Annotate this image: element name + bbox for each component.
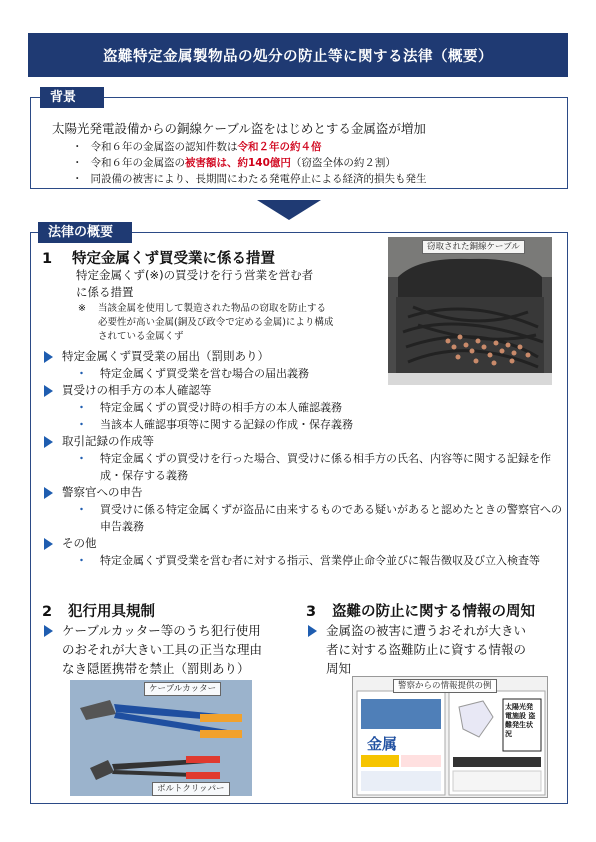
- highlight-text: 被害額は、約140億円: [185, 157, 291, 169]
- bullet-dot: ・: [76, 554, 87, 567]
- bullet-dot: ・: [72, 157, 83, 169]
- sub-item: ・ 当該本人確認事項等に関する記録の作成・保存義務: [76, 418, 353, 431]
- triangle-bullet-icon: [44, 385, 53, 397]
- triangle-bullet-icon: [44, 487, 53, 499]
- bullet-dot: ・: [72, 141, 83, 153]
- police-flyer-image: [352, 676, 548, 798]
- flyer-caption: 警察からの情報提供の例: [393, 679, 497, 693]
- bullet-dot: ・: [76, 401, 87, 414]
- highlight-text: 令和２年の約４倍: [237, 141, 322, 153]
- triangle-bullet-icon: [44, 625, 53, 637]
- list-item: その他: [44, 535, 564, 552]
- tools-illustration: [70, 680, 252, 796]
- section-3-body: 金属盗の被害に遭うおそれが大きい 者に対する盗難防止に資する情報の 周知: [326, 621, 526, 678]
- background-bullet: ・ 同設備の被害により、長期間にわたる発電停止による経済的損失も発生: [72, 173, 427, 185]
- sub-item: ・ 特定金属くずの買受け時の相手方の本人確認義務: [76, 401, 342, 414]
- down-arrow-icon: [257, 200, 321, 220]
- list-item: 警察官への申告: [44, 484, 564, 501]
- photo-caption: 窃取された銅線ケーブル: [422, 240, 525, 254]
- section-1-heading: [42, 247, 275, 268]
- section-1-items: [44, 348, 564, 569]
- bullet-dot: ・: [76, 367, 87, 380]
- background-label: 背景: [40, 87, 104, 108]
- section-2-heading: 2 犯行用具規制: [42, 604, 155, 620]
- bullet-dot: ・: [72, 173, 83, 185]
- section-number: 1: [42, 251, 53, 267]
- document-title: 盗難特定金属製物品の処分の防止等に関する法律（概要）: [28, 33, 568, 77]
- section-title: 特定金属くず買受業に係る措置: [72, 251, 275, 267]
- sub-item: ・ 買受けに係る特定金属くずが盗品に由来するものである疑いがあると認めたときの警察官への申告義務: [76, 503, 562, 533]
- sub-item: ・ 特定金属くずの買受けを行った場合、買受けに係る相手方の氏名、内容等に関する記録を作成・保存する義務: [76, 452, 551, 482]
- section-1-note: ※ 当該金属を使用して製造された物品の窃取を防止する 必要性が高い金属(銅及び政令で定める金属)により構成 されている金属くず: [78, 303, 334, 342]
- background-bullets: [72, 139, 427, 187]
- background-bullet: ・ 令和６年の金属盗の被害額は、約140億円（窃盗全体の約２割）: [72, 157, 396, 169]
- sub-item: ・ 特定金属くず買受業を営む者に対する指示、営業停止命令並びに報告徴収及び立入検査等: [76, 554, 540, 567]
- bullet-dot: ・: [76, 503, 87, 516]
- law-overview-label: 法律の概要: [38, 222, 132, 243]
- triangle-bullet-icon: [308, 625, 317, 637]
- note-mark: ※: [78, 303, 86, 314]
- sub-item: ・ 特定金属くず買受業を営む場合の届出義務: [76, 367, 309, 380]
- list-item: 買受けの相手方の本人確認等: [44, 382, 564, 399]
- tool-caption-bolt-clipper: ボルトクリッパー: [152, 782, 230, 796]
- section-2-body: ケーブルカッター等のうち犯行使用 のおそれが大きい工具の正当な理由 なき隠匿携帯を禁止（罰則あり）: [62, 621, 262, 678]
- triangle-bullet-icon: [44, 436, 53, 448]
- bullet-dot: ・: [76, 418, 87, 431]
- list-item: 取引記録の作成等: [44, 433, 564, 450]
- list-item: 特定金属くず買受業の届出（罰則あり）: [44, 348, 564, 365]
- section-1-description: 特定金属くず(※)の買受けを行う営業を営む者 に係る措置: [76, 268, 314, 299]
- triangle-bullet-icon: [44, 538, 53, 550]
- tool-caption-cable-cutter: ケーブルカッター: [144, 682, 221, 696]
- background-bullet: ・ 令和６年の金属盗の認知件数は令和２年の約４倍: [72, 141, 322, 153]
- background-main-text: 太陽光発電設備からの銅線ケーブル盗をはじめとする金属盗が増加: [52, 121, 426, 136]
- bullet-dot: ・: [76, 452, 87, 465]
- flyer-side-title: 太陽光発電施設 盗難発生状況: [505, 703, 536, 738]
- triangle-bullet-icon: [44, 351, 53, 363]
- section-3-heading: 3 盗難の防止に関する情報の周知: [306, 604, 535, 620]
- flyer-headline: 金属: [367, 735, 398, 753]
- tools-photo: [70, 680, 252, 796]
